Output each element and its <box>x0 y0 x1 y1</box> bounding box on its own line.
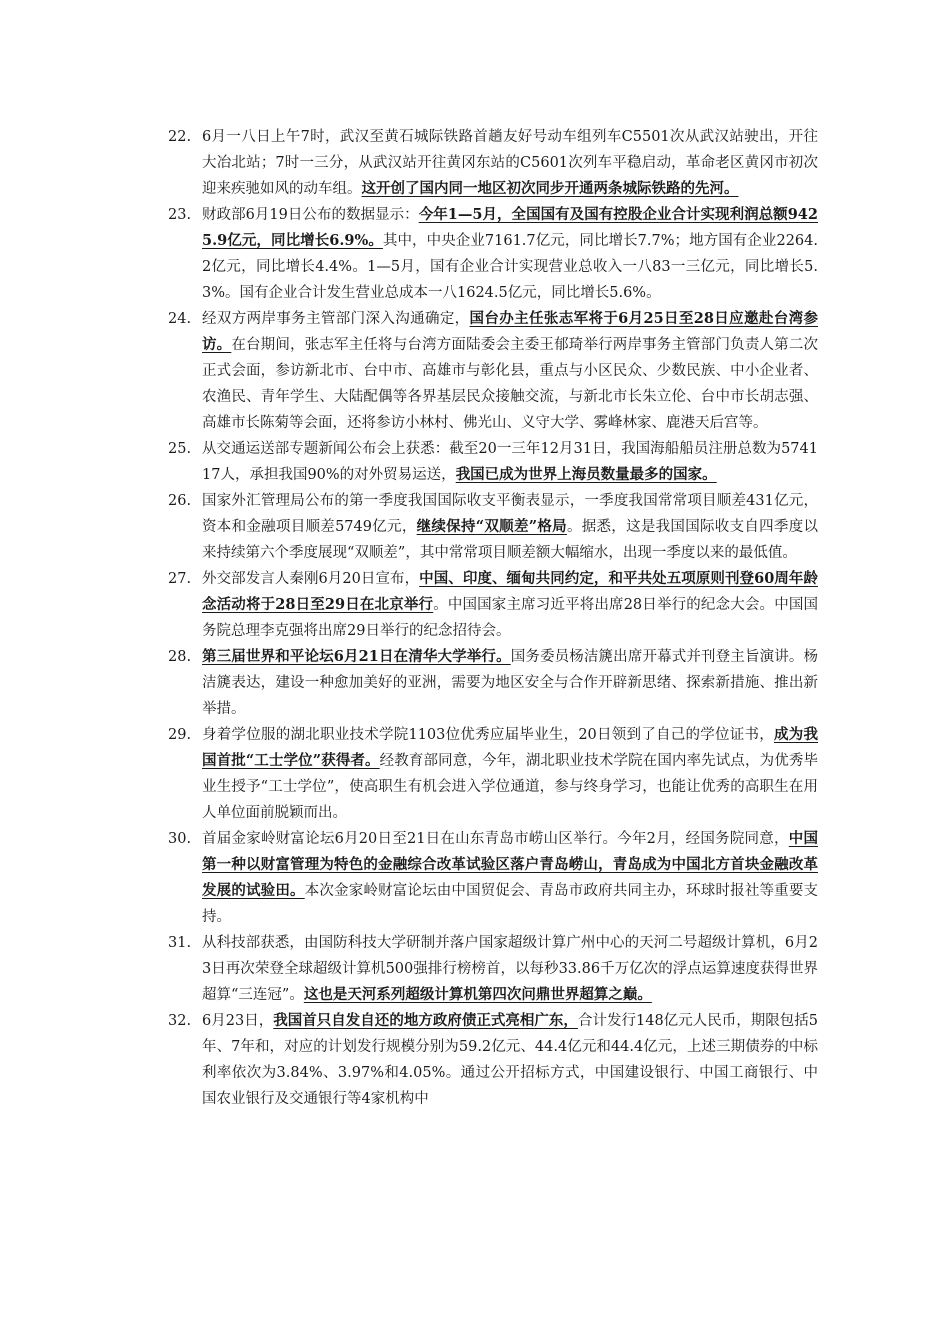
item-text <box>202 826 818 930</box>
text-highlight: 今年1—5月，全国国有及国有控股企业合计实现利润总额9425.9亿元，同比增长6.9%。 <box>202 206 818 249</box>
item-text <box>202 1008 818 1112</box>
text-plain: 从科技部获悉，由国防科技大学研制并落户国家超级计算广州中心的天河二号超级计算机，6月23日再次荣登全球超级计算机500强排行榜榜首，以每秒33.86千万亿次的浮点运算速度获得世界超算“三连冠”。 <box>202 935 818 1003</box>
item-number: 32. <box>168 1013 192 1029</box>
list-item <box>168 436 818 488</box>
item-text <box>202 644 818 722</box>
text-plain: 在台期间，张志军主任将与台湾方面陆委会主委王郁琦举行两岸事务主管部门负责人第二次正式会面，参访新北市、台中市、高雄市与彰化县，重点与小区民众、少数民族、中小企业者、农渔民、青年学生、大陆配偶等各界基层民众接触交流，与新北市长朱立伦、台中市长胡志强、高雄市长陈菊等会面，还将参访小林村、佛光山、义守大学、雾峰林家、鹿港天后宫等。 <box>202 337 818 431</box>
list-item <box>168 930 818 1008</box>
text-highlight: 我国已成为世界上海员数量最多的国家。 <box>455 466 717 483</box>
text-plain: 国务委员杨洁篪出席开幕式并刊登主旨演讲。杨洁篪表达，建设一种愈加美好的亚洲，需要为地区安全与合作开辟新思绪、探索新措施、推出新举措。 <box>202 649 818 717</box>
list-item <box>168 722 818 826</box>
text-plain: 6月23日， <box>202 1013 274 1029</box>
list-item <box>168 202 818 306</box>
text-plain: 财政部6月19日公布的数据显示： <box>202 207 419 223</box>
item-text <box>202 306 818 436</box>
list-item <box>168 566 818 644</box>
text-plain: 身着学位服的湖北职业技术学院1103位优秀应届毕业生，20日领到了自己的学位证书， <box>202 727 774 743</box>
item-number: 31. <box>168 935 192 951</box>
news-list <box>168 124 818 1112</box>
text-highlight: 第三届世界和平论坛6月21日在清华大学举行。 <box>202 648 511 665</box>
item-text <box>202 202 818 306</box>
item-number: 29. <box>168 727 192 743</box>
text-highlight: 这也是天河系列超级计算机第四次问鼎世界超算之巅。 <box>303 986 652 1003</box>
list-item <box>168 124 818 202</box>
text-plain: 经双方两岸事务主管部门深入沟通确定， <box>202 311 470 327</box>
text-plain: 其中，中央企业7161.7亿元，同比增长7.7%；地方国有企业2264.2亿元，同比增长4.4%。1—5月，国有企业合计实现营业总收入一八83一三亿元，同比增长5.3%。国有企业合计发生营业总成本一八1624.5亿元，同比增长5.6%。 <box>202 233 818 301</box>
text-highlight: 继续保持“双顺差”格局 <box>416 518 567 535</box>
list-item <box>168 826 818 930</box>
item-number: 27. <box>168 571 192 587</box>
item-text <box>202 124 818 202</box>
text-highlight: 我国首只自发自还的地方政府债正式亮相广东， <box>273 1012 578 1029</box>
item-number: 26. <box>168 493 192 509</box>
text-plain: 本次金家岭财富论坛由中国贸促会、青岛市政府共同主办，环球时报社等重要支持。 <box>202 883 819 925</box>
item-text <box>202 930 818 1008</box>
text-plain: 合计发行148亿元人民币，期限包括5年、7年和，对应的计划发行规模分别为59.2亿元、44.4亿元和44.4亿元，上述三期债券的中标利率依次为3.84%、3.97%和4.05%。通过公开招标方式，中国建设银行、中国工商银行、中国农业银行及交通银行等4家机构中 <box>202 1013 819 1107</box>
item-text <box>202 722 818 826</box>
text-highlight: 中国第一种以财富管理为特色的金融综合改革试验区落户青岛崂山，青岛成为中国北方首块金融改革发展的试验田。 <box>202 830 819 899</box>
list-item <box>168 488 818 566</box>
list-item <box>168 644 818 722</box>
text-highlight: 这开创了国内同一地区初次同步开通两条城际铁路的先河。 <box>361 180 739 197</box>
text-plain: 6月一八日上午7时，武汉至黄石城际铁路首趟友好号动车组列车C5501次从武汉站驶出，开往大冶北站；7时一三分，从武汉站开往黄冈东站的C5601次列车平稳启动，革命老区黄冈市初次迎来疾驰如风的动车组。 <box>202 129 818 197</box>
text-plain: 外交部发言人秦刚6月20日宣布， <box>202 571 420 587</box>
item-text <box>202 436 818 488</box>
text-plain: 首届金家岭财富论坛6月20日至21日在山东青岛市崂山区举行。今年2月，经国务院同意， <box>202 831 789 847</box>
list-item <box>168 1008 818 1112</box>
item-number: 28. <box>168 649 192 665</box>
item-text <box>202 488 818 566</box>
item-number: 30. <box>168 831 192 847</box>
text-highlight: 国台办主任张志军将于6月25日至28日应邀赴台湾参访。 <box>202 310 818 353</box>
text-plain: 。中国国家主席习近平将出席28日举行的纪念大会。中国国务院总理李克强将出席29日举行的纪念招待会。 <box>202 597 819 639</box>
list-item <box>168 306 818 436</box>
text-plain: 从交通运送部专题新闻公布会上获悉：截至20一三年12月31日，我国海船船员注册总数为574117人，承担我国90%的对外贸易运送， <box>202 441 818 483</box>
text-plain: 国家外汇管理局公布的第一季度我国国际收支平衡表显示，一季度我国常常项目顺差431亿元，资本和金融项目顺差5749亿元， <box>202 493 818 535</box>
item-number: 23. <box>168 207 192 223</box>
text-plain: 经教育部同意，今年，湖北职业技术学院在国内率先试点，为优秀毕业生授予“工士学位”，使高职生有机会进入学位通道，参与终身学习，也能让优秀的高职生在用人单位面前脱颖而出。 <box>202 753 818 821</box>
item-number: 25. <box>168 441 192 457</box>
text-highlight: 中国、印度、缅甸共同约定，和平共处五项原则刊登60周年龄念活动将于28日至29日在北京举行 <box>202 570 818 613</box>
item-number: 22. <box>168 129 192 145</box>
item-number: 24. <box>168 311 192 327</box>
text-plain: 。据悉，这是我国国际收支自四季度以来持续第六个季度展现“双顺差”，其中常常项目顺差额大幅缩水，出现一季度以来的最低值。 <box>202 519 818 561</box>
text-highlight: 成为我国首批“工士学位”获得者。 <box>202 726 818 769</box>
item-text <box>202 566 818 644</box>
